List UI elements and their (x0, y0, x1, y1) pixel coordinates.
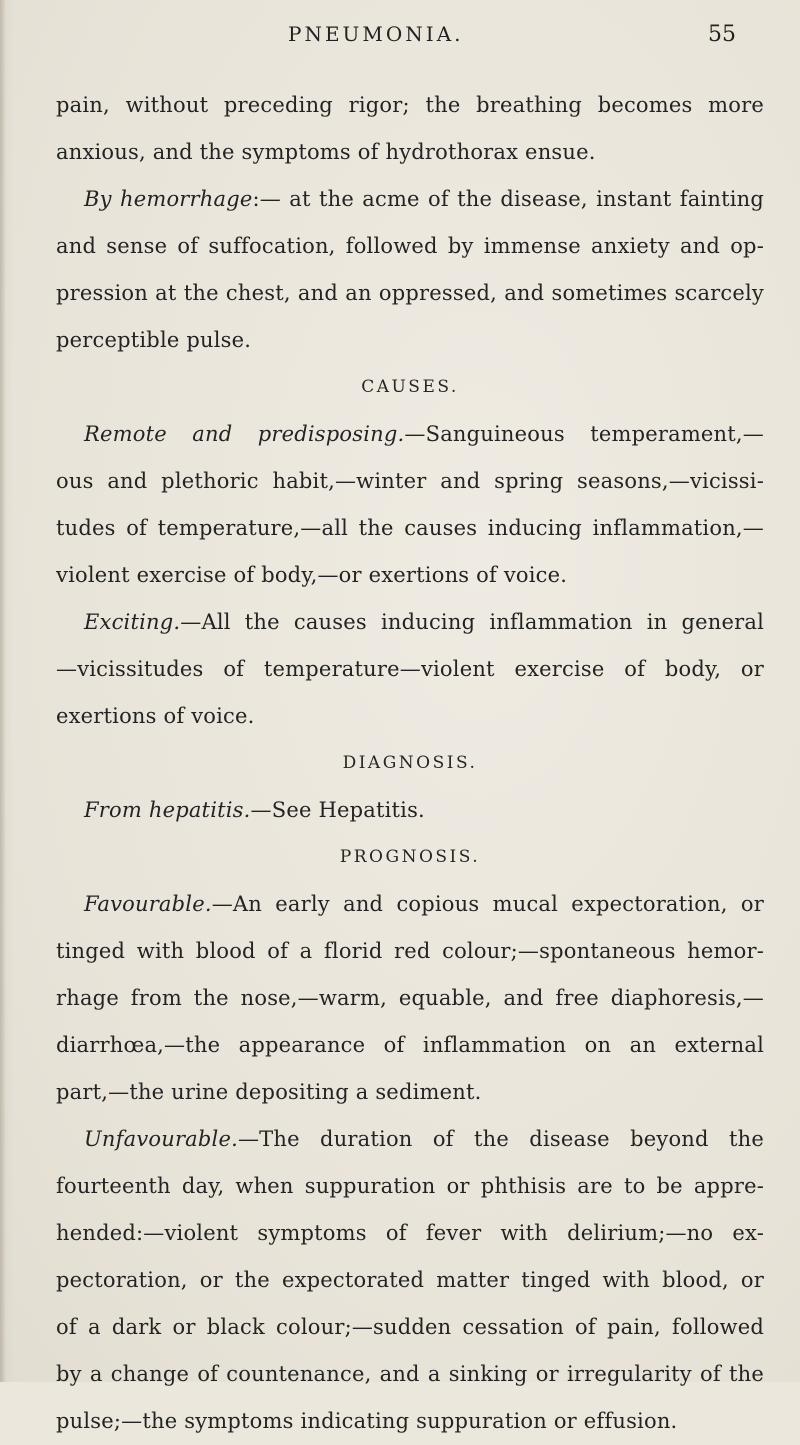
text-line (56, 1116, 764, 1163)
text-line (56, 505, 764, 552)
line-text: —An early and copious mucal expectoration, or (211, 892, 764, 916)
italic-lead: By hemorrhage (84, 187, 253, 211)
text-line (56, 317, 764, 364)
line-text: pulse;—the symptoms indicating suppuration or effusion. (56, 1409, 678, 1433)
text-line (56, 223, 764, 270)
italic-lead: Unfavourable. (84, 1127, 238, 1151)
italic-lead: Favourable. (84, 892, 212, 916)
text-line (56, 458, 764, 505)
line-text: anxious, and the symptoms of hydrothorax ensue. (56, 140, 596, 164)
text-line (56, 411, 764, 458)
line-text: —Sanguineous temperament,— (404, 422, 764, 446)
line-text: hended:—violent symptoms of fever with delirium;—no ex- (56, 1221, 764, 1245)
text-line (56, 1022, 764, 1069)
section-heading: CAUSES. (361, 377, 459, 397)
line-text: tinged with blood of a florid red colour;—spontaneous hemor- (56, 939, 764, 963)
line-text: of a dark or black colour;—sudden cessation of pain, followed (56, 1315, 764, 1339)
text-line (56, 881, 764, 928)
line-text: diarrhœa,—the appearance of inflammation on an external (56, 1033, 764, 1057)
section-heading: DIAGNOSIS. (342, 753, 478, 773)
line-text: by a change of countenance, and a sinking or irregularity of the (56, 1362, 764, 1386)
text-line (56, 129, 764, 176)
body-text (56, 82, 764, 1445)
line-text: —vicissitudes of temperature—violent exercise of body, or (56, 657, 764, 681)
text-line (56, 1069, 764, 1116)
line-text: —See Hepatitis. (250, 798, 425, 822)
line-text: ous and plethoric habit,—winter and spring seasons,—vicissi- (56, 469, 764, 493)
line-text: violent exercise of body,—or exertions of voice. (56, 563, 568, 587)
line-text: perceptible pulse. (56, 328, 252, 352)
text-line (56, 599, 764, 646)
text-line (56, 928, 764, 975)
line-text: rhage from the nose,—warm, equable, and free diaphoresis,— (56, 986, 764, 1010)
text-line (56, 975, 764, 1022)
line-text: fourteenth day, when suppuration or phthisis are to be appre- (56, 1174, 764, 1198)
section-heading: PROGNOSIS. (339, 847, 481, 867)
line-text: part,—the urine depositing a sediment. (56, 1080, 482, 1104)
line-text: pression at the chest, and an oppressed, and sometimes scarcely (56, 281, 764, 305)
text-line (56, 693, 764, 740)
line-text: tudes of temperature,—all the causes inducing inflammation,— (56, 516, 764, 540)
text-line (56, 552, 764, 599)
line-text: pectoration, or the expectorated matter tinged with blood, or (56, 1268, 764, 1292)
running-head: PNEUMONIA. (288, 22, 464, 46)
italic-lead: Exciting. (84, 610, 181, 634)
text-line (56, 1257, 764, 1304)
page-number: 55 (708, 22, 736, 47)
text-line (56, 1398, 764, 1445)
line-text: exertions of voice. (56, 704, 255, 728)
text-line (56, 82, 764, 129)
page-header (0, 22, 800, 62)
line-text: —All the causes inducing inflammation in general (180, 610, 764, 634)
italic-lead: Remote and predisposing. (84, 422, 405, 446)
line-text: :— at the acme of the disease, instant fainting (252, 187, 764, 211)
text-line (56, 1210, 764, 1257)
line-text: —The duration of the disease beyond the (237, 1127, 764, 1151)
line-text: pain, without preceding rigor; the breathing becomes more (56, 93, 764, 117)
italic-lead: From hepatitis. (84, 798, 251, 822)
text-line (56, 646, 764, 693)
line-text: and sense of suffocation, followed by immense anxiety and op- (56, 234, 764, 258)
text-line (56, 270, 764, 317)
text-line (56, 787, 764, 834)
text-line (56, 1351, 764, 1398)
text-line (56, 1304, 764, 1351)
text-line (56, 176, 764, 223)
text-line (56, 1163, 764, 1210)
